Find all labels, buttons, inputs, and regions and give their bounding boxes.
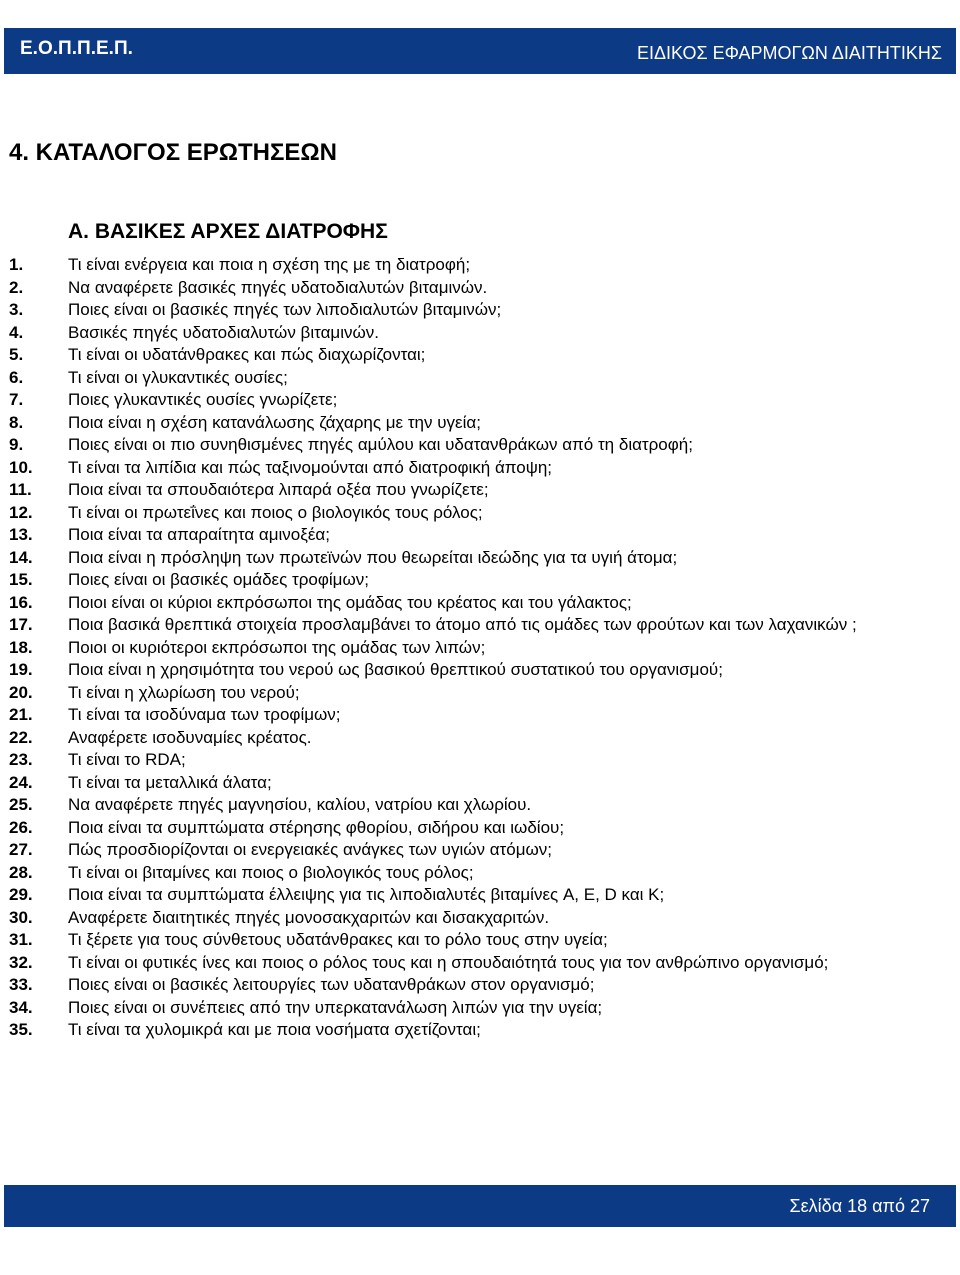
question-number: 23. <box>9 750 33 769</box>
question-text: Ποιοι είναι οι κύριοι εκπρόσωποι της ομάδας του κρέατος και του γάλακτος; <box>68 592 632 612</box>
question-number: 27. <box>9 840 33 859</box>
question-text: Να αναφέρετε βασικές πηγές υδατοδιαλυτών βιταμινών. <box>68 277 488 297</box>
question-text: Ποιες είναι οι συνέπειες από την υπερκατανάλωση λιπών για την υγεία; <box>68 997 603 1017</box>
question-text: Ποιες είναι οι βασικές ομάδες τροφίμων; <box>68 570 369 589</box>
question-text: Τι είναι οι γλυκαντικές ουσίες; <box>68 367 288 387</box>
question-number: 12. <box>9 502 33 522</box>
question-text: Αναφέρετε διαιτητικές πηγές μονοσακχαριτών και δισακχαριτών. <box>68 907 550 927</box>
question-item <box>9 1019 939 1042</box>
question-number: 33. <box>9 975 33 994</box>
question-text: Αναφέρετε ισοδυναμίες κρέατος. <box>68 727 312 747</box>
question-text: Ποιες είναι οι βασικές λειτουργίες των υδατανθράκων στον οργανισμό; <box>68 975 595 994</box>
question-number: 4. <box>9 322 24 342</box>
question-item <box>9 907 939 930</box>
question-text: Πώς προσδιορίζονται οι ενεργειακές ανάγκες των υγιών ατόμων; <box>68 840 553 859</box>
question-item <box>9 524 939 547</box>
question-item <box>9 592 939 615</box>
question-text: Τι είναι το RDA; <box>68 750 186 769</box>
question-item <box>9 839 939 862</box>
question-number: 16. <box>9 592 33 612</box>
question-item <box>9 502 939 525</box>
question-number: 31. <box>9 930 33 949</box>
question-item <box>9 254 939 277</box>
question-item <box>9 367 939 390</box>
question-item <box>9 322 939 345</box>
question-number: 22. <box>9 727 33 747</box>
question-item <box>9 884 939 907</box>
question-text: Ποια είναι η πρόσληψη των πρωτεϊνών που θεωρείται ιδεώδης για τα υγιή άτομα; <box>68 547 678 567</box>
question-text: Τι είναι η χλωρίωση του νερού; <box>68 682 300 702</box>
page-header <box>4 28 956 74</box>
question-item <box>9 434 939 457</box>
question-item <box>9 547 939 570</box>
question-number: 7. <box>9 390 24 409</box>
question-item <box>9 749 939 772</box>
question-item <box>9 862 939 885</box>
question-number: 28. <box>9 862 33 882</box>
question-item <box>9 389 939 412</box>
question-item <box>9 299 939 322</box>
question-text: Τι είναι οι υδατάνθρακες και πώς διαχωρίζονται; <box>68 345 426 364</box>
question-text: Τι είναι τα μεταλλικά άλατα; <box>68 772 272 792</box>
question-number: 6. <box>9 367 24 387</box>
question-item <box>9 412 939 435</box>
question-item <box>9 952 939 975</box>
section-subtitle: Α. ΒΑΣΙΚΕΣ ΑΡΧΕΣ ΔΙΑΤΡΟΦΗΣ <box>68 220 388 243</box>
question-item <box>9 727 939 750</box>
question-number: 24. <box>9 772 33 792</box>
question-text: Τι ξέρετε για τους σύνθετους υδατάνθρακες και το ρόλο τους στην υγεία; <box>68 930 608 949</box>
question-number: 2. <box>9 277 24 297</box>
question-number: 1. <box>9 255 24 274</box>
page-title: 4. ΚΑΤΑΛΟΓΟΣ ΕΡΩΤΗΣΕΩΝ <box>9 139 337 166</box>
header-org: Ε.Ο.Π.Π.Ε.Π. <box>20 38 133 59</box>
question-text: Ποια βασικά θρεπτικά στοιχεία προσλαμβάνει το άτομο από τις ομάδες των φρούτων και των λαχανικών ; <box>68 615 857 634</box>
question-text: Ποιες γλυκαντικές ουσίες γνωρίζετε; <box>68 390 338 409</box>
question-number: 30. <box>9 907 33 927</box>
question-item <box>9 817 939 840</box>
question-text: Τι είναι οι φυτικές ίνες και ποιος ο ρόλος τους και η σπουδαιότητά τους για τον ανθρώπινο οργανισμό; <box>68 952 829 972</box>
question-item <box>9 614 939 637</box>
question-number: 3. <box>9 300 24 319</box>
question-text: Ποιες είναι οι πιο συνηθισμένες πηγές αμύλου και υδατανθράκων από τη διατροφή; <box>68 435 693 454</box>
question-item <box>9 974 939 997</box>
question-text: Ποιες είναι οι βασικές πηγές των λιποδιαλυτών βιταμινών; <box>68 300 502 319</box>
question-text: Ποια είναι τα συμπτώματα στέρησης φθορίου, σιδήρου και ιωδίου; <box>68 817 565 837</box>
question-item <box>9 997 939 1020</box>
question-list <box>9 254 939 1042</box>
question-number: 35. <box>9 1020 33 1039</box>
question-number: 29. <box>9 885 33 904</box>
question-number: 11. <box>9 480 32 499</box>
header-specialty: ΕΙΔΙΚΟΣ ΕΦΑΡΜΟΓΩΝ ΔΙΑΙΤΗΤΙΚΗΣ <box>637 43 942 63</box>
question-text: Τι είναι τα λιπίδια και πώς ταξινομούνται από διατροφική άποψη; <box>68 457 553 477</box>
question-number: 5. <box>9 345 24 364</box>
question-text: Ποια είναι η σχέση κατανάλωσης ζάχαρης με την υγεία; <box>68 412 481 432</box>
question-number: 18. <box>9 637 33 657</box>
question-number: 20. <box>9 682 33 702</box>
question-text: Να αναφέρετε πηγές μαγνησίου, καλίου, νατρίου και χλωρίου. <box>68 795 532 814</box>
question-number: 13. <box>9 525 33 544</box>
question-text: Ποια είναι τα απαραίτητα αμινοξέα; <box>68 525 330 544</box>
question-item <box>9 704 939 727</box>
question-number: 17. <box>9 615 33 634</box>
question-text: Τι είναι τα χυλομικρά και με ποια νοσήματα σχετίζονται; <box>68 1020 481 1039</box>
question-number: 9. <box>9 435 24 454</box>
question-item <box>9 457 939 480</box>
page-number: Σελίδα 18 από 27 <box>789 1196 930 1216</box>
question-number: 32. <box>9 952 33 972</box>
question-text: Τι είναι οι βιταμίνες και ποιος ο βιολογικός τους ρόλος; <box>68 862 474 882</box>
question-text: Τι είναι ενέργεια και ποια η σχέση της με τη διατροφή; <box>68 255 471 274</box>
question-item <box>9 772 939 795</box>
question-item <box>9 637 939 660</box>
question-number: 15. <box>9 570 33 589</box>
question-text: Ποιοι οι κυριότεροι εκπρόσωποι της ομάδας των λιπών; <box>68 637 486 657</box>
question-number: 10. <box>9 457 33 477</box>
question-text: Ποια είναι τα σπουδαιότερα λιπαρά οξέα που γνωρίζετε; <box>68 480 489 499</box>
question-text: Ποια είναι η χρησιμότητα του νερού ως βασικού θρεπτικού συστατικού του οργανισμού; <box>68 660 723 679</box>
question-number: 26. <box>9 817 33 837</box>
question-text: Τι είναι οι πρωτεΐνες και ποιος ο βιολογικός τους ρόλος; <box>68 502 483 522</box>
question-number: 21. <box>9 705 33 724</box>
question-item <box>9 794 939 817</box>
question-text: Τι είναι τα ισοδύναμα των τροφίμων; <box>68 705 341 724</box>
question-number: 14. <box>9 547 33 567</box>
question-number: 8. <box>9 412 24 432</box>
question-text: Ποια είναι τα συμπτώματα έλλειψης για τις λιποδιαλυτές βιταμίνες A, E, D και K; <box>68 885 665 904</box>
question-item <box>9 569 939 592</box>
question-item <box>9 344 939 367</box>
question-item <box>9 659 939 682</box>
question-number: 25. <box>9 795 33 814</box>
question-item <box>9 682 939 705</box>
question-item <box>9 479 939 502</box>
question-number: 19. <box>9 660 33 679</box>
question-item <box>9 277 939 300</box>
page-footer <box>4 1185 956 1227</box>
question-text: Βασικές πηγές υδατοδιαλυτών βιταμινών. <box>68 322 379 342</box>
question-item <box>9 929 939 952</box>
question-number: 34. <box>9 997 33 1017</box>
